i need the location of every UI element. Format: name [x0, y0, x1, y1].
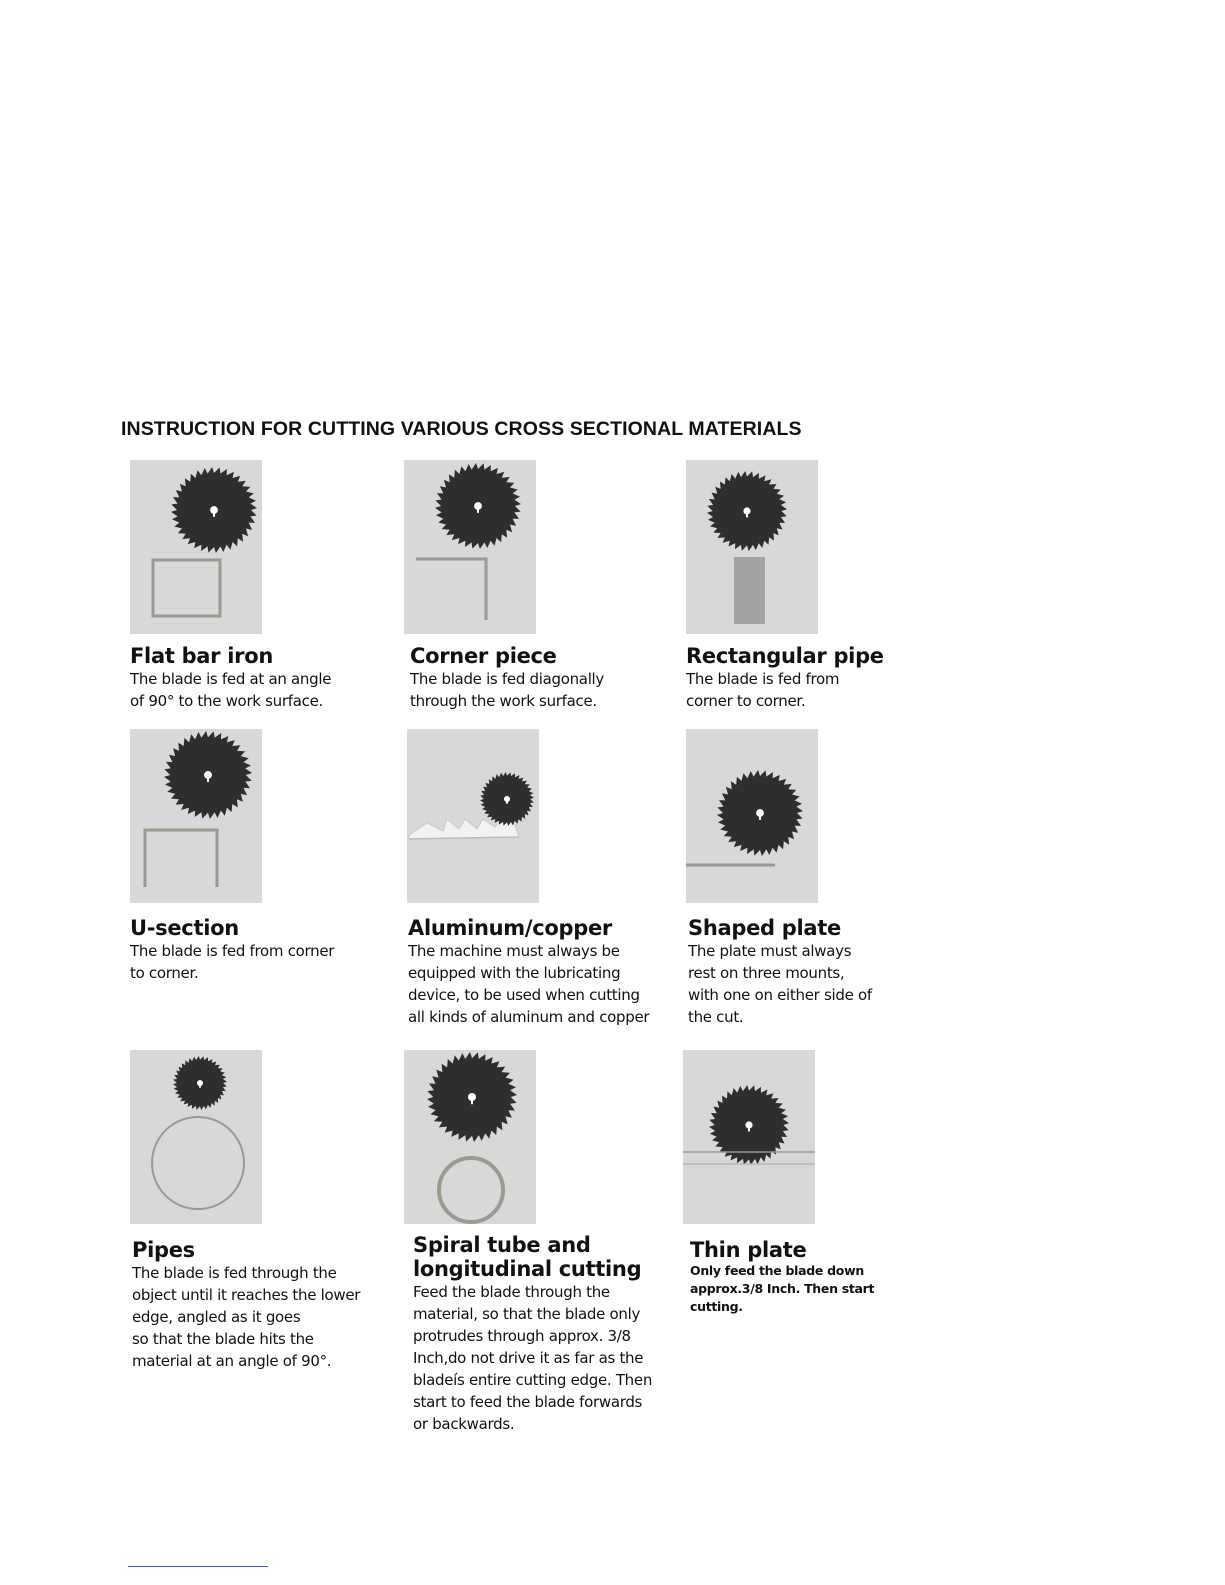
aluminum-copper-caption: [408, 916, 649, 1028]
footer-rule: [128, 1566, 268, 1567]
arbor-keyway: [199, 1085, 201, 1088]
item-description: The blade is fed through the object until it reaches the lower edge, angled as it goes so that the blade hits the material at an angle of 90°.: [132, 1264, 361, 1370]
item-description: Feed the blade through the material, so that the blade only protrudes through approx. 3/8 Inch,do not drive it as far as the bladeís entire cutting edge. Then start to feed the blade forwards or backwards.: [413, 1283, 653, 1433]
item-description: The plate must always rest on three mounts, with one on either side of the cut.: [688, 942, 872, 1026]
saw-blade-icon: [709, 1085, 789, 1165]
arbor-keyway: [213, 513, 215, 517]
aluminum-copper-diagram: [407, 729, 539, 903]
saw-blade-icon: [480, 772, 534, 826]
page-heading: INSTRUCTION FOR CUTTING VARIOUS CROSS SECTIONAL MATERIALS: [121, 418, 802, 440]
saw-blade-icon: [435, 463, 521, 549]
rectangular-pipe-profile: [734, 557, 765, 624]
corner-piece-caption: [410, 644, 604, 712]
spiral-tube-diagram: [404, 1050, 536, 1224]
arbor-keyway: [506, 801, 508, 804]
saw-blade-icon: [173, 1056, 227, 1110]
corner-piece-profile: [416, 559, 486, 620]
thin-plate-diagram: [683, 1050, 815, 1224]
pipes-diagram: [130, 1050, 262, 1224]
spiral-tube-caption: [413, 1233, 652, 1435]
item-title: Thin plate: [690, 1238, 807, 1262]
flat-bar-iron-illustration: [130, 460, 262, 634]
item-title: Shaped plate: [688, 916, 841, 940]
u-section-diagram: [130, 729, 262, 903]
corner-piece-diagram: [404, 460, 536, 634]
arbor-keyway: [748, 1127, 750, 1131]
saw-blade-icon: [164, 731, 252, 819]
item-title: Aluminum/copper: [408, 916, 612, 940]
item-description: The blade is fed from corner to corner.: [130, 942, 335, 982]
arbor-keyway: [759, 816, 761, 820]
flat-bar-iron-caption: [130, 644, 331, 712]
saw-blade-icon: [707, 471, 787, 551]
spiral-tube-illustration: [404, 1050, 536, 1224]
rectangular-pipe-diagram: [686, 460, 818, 634]
saw-blade-icon: [717, 770, 803, 856]
pipes-illustration: [130, 1050, 262, 1224]
shaped-plate-caption: [688, 916, 872, 1028]
saw-blade-icon: [171, 467, 257, 553]
shaped-plate-diagram: [686, 729, 818, 903]
arbor-keyway: [471, 1100, 473, 1105]
u-section-profile: [145, 830, 217, 887]
item-title: Spiral tube and longitudinal cutting: [413, 1233, 642, 1281]
u-section-caption: [130, 916, 334, 984]
flat-bar-iron-diagram: [130, 460, 262, 634]
spiral-tube-profile: [439, 1158, 503, 1222]
rectangular-pipe-illustration: [686, 460, 818, 634]
corner-piece-illustration: [404, 460, 536, 634]
rectangular-pipe-caption: [686, 644, 884, 712]
saw-blade-icon: [427, 1052, 517, 1142]
thin-plate-illustration: [683, 1050, 815, 1224]
pipe-profile: [152, 1117, 244, 1209]
item-description: The machine must always be equipped with the lubricating device, to be used when cutting all kinds of aluminum and copper: [408, 942, 650, 1026]
item-title: U-section: [130, 916, 239, 940]
item-title: Rectangular pipe: [686, 644, 884, 668]
aluminum-copper-illustration: [407, 729, 539, 903]
item-description: The blade is fed diagonally through the work surface.: [410, 670, 605, 710]
item-description: Only feed the blade down approx.3/8 Inch. Then start cutting.: [690, 1263, 875, 1314]
item-title: Corner piece: [410, 644, 557, 668]
flat-bar-profile: [153, 560, 220, 616]
item-title: Flat bar iron: [130, 644, 273, 668]
shaped-plate-illustration: [686, 729, 818, 903]
arbor-keyway: [477, 509, 479, 513]
item-title: Pipes: [132, 1238, 195, 1262]
item-description: The blade is fed at an angle of 90° to the work surface.: [130, 670, 332, 710]
thin-plate-caption: [690, 1238, 874, 1316]
u-section-illustration: [130, 729, 262, 903]
arbor-keyway: [207, 778, 209, 782]
pipes-caption: [132, 1238, 360, 1372]
item-description: The blade is fed from corner to corner.: [686, 670, 840, 710]
arbor-keyway: [746, 513, 748, 517]
